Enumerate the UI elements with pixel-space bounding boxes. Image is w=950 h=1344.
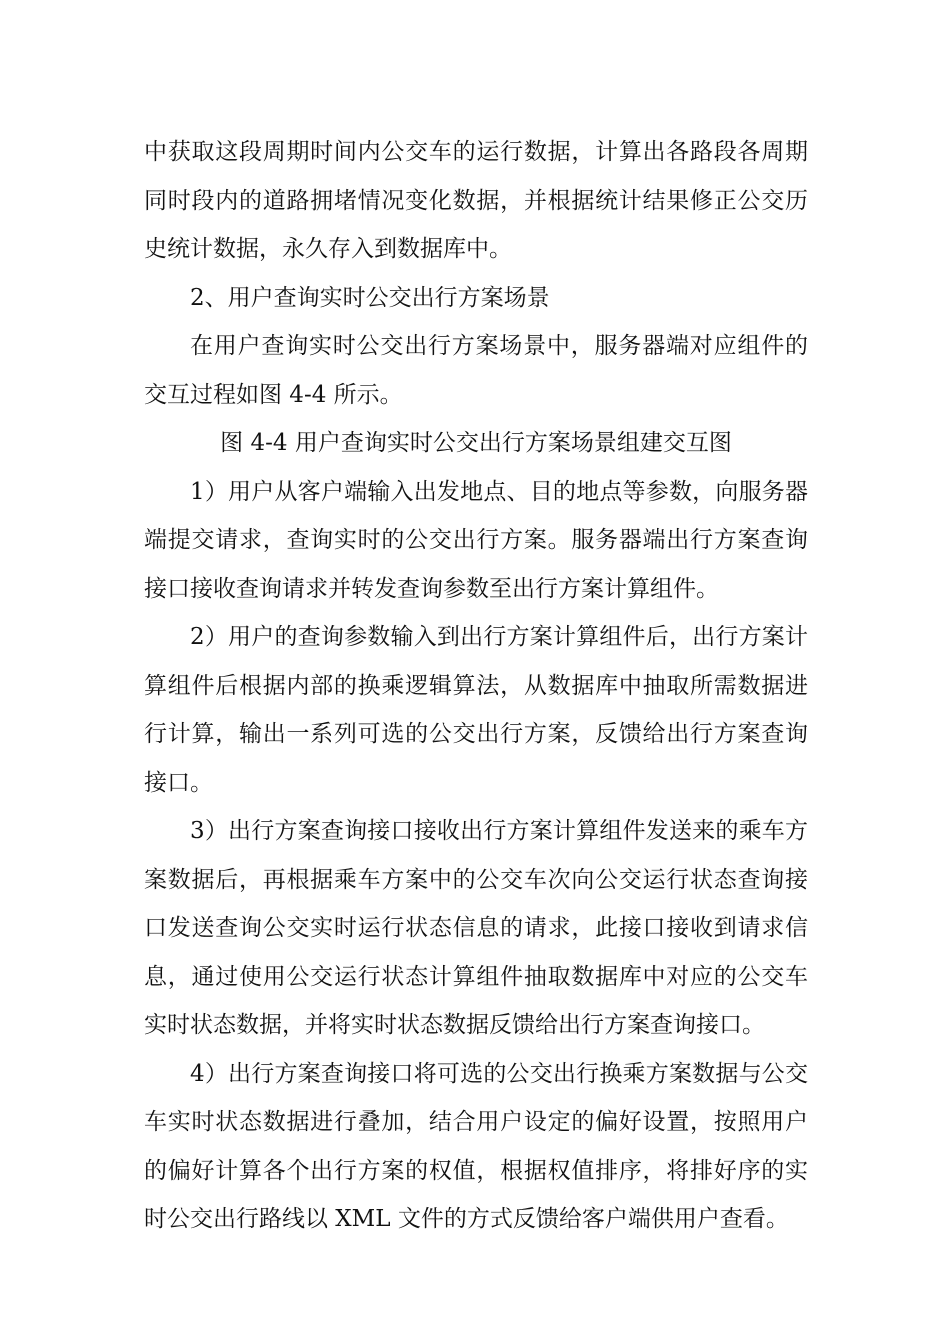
paragraph-step-2: 2）用户的查询参数输入到出行方案计算组件后，出行方案计算组件后根据内部的换乘逻辑算法，从数据库中抽取所需数据进行计算，输出一系列可选的公交出行方案，反馈给出行方案查询接口。 bbox=[144, 624, 808, 796]
paragraph-intro: 在用户查询实时公交出行方案场景中，服务器端对应组件的交互过程如图 4-4 所示。 bbox=[144, 333, 808, 408]
figure-caption: 图 4-4 用户查询实时公交出行方案场景组建交互图 bbox=[220, 430, 732, 456]
document-body bbox=[144, 128, 808, 1244]
paragraph-step-1: 1）用户从客户端输入出发地点、目的地点等参数，向服务器端提交请求，查询实时的公交出行方案。服务器端出行方案查询接口接收查询请求并转发查询参数至出行方案计算组件。 bbox=[144, 478, 808, 602]
paragraph-continuation: 中获取这段周期时间内公交车的运行数据，计算出各路段各周期同时段内的道路拥堵情况变化数据，并根据统计结果修正公交历史统计数据，永久存入到数据库中。 bbox=[144, 139, 808, 262]
section-heading: 2、用户查询实时公交出行方案场景 bbox=[190, 284, 550, 311]
paragraph-step-3: 3）出行方案查询接口接收出行方案计算组件发送来的乘车方案数据后，再根据乘车方案中的公交车次向公交运行状态查询接口发送查询公交实时运行状态信息的请求，此接口接收到请求信息，通过使用公交运行状态计算组件抽取数据库中对应的公交车实时状态数据，并将实时状态数据反馈给出行方案查询接口。 bbox=[144, 818, 808, 1038]
paragraph-step-4: 4）出行方案查询接口将可选的公交出行换乘方案数据与公交车实时状态数据进行叠加，结合用户设定的偏好设置，按照用户的偏好计算各个出行方案的权值，根据权值排序，将排好序的实时公交出行路线以 XML 文件的方式反馈给客户端供用户查看。 bbox=[144, 1060, 808, 1232]
